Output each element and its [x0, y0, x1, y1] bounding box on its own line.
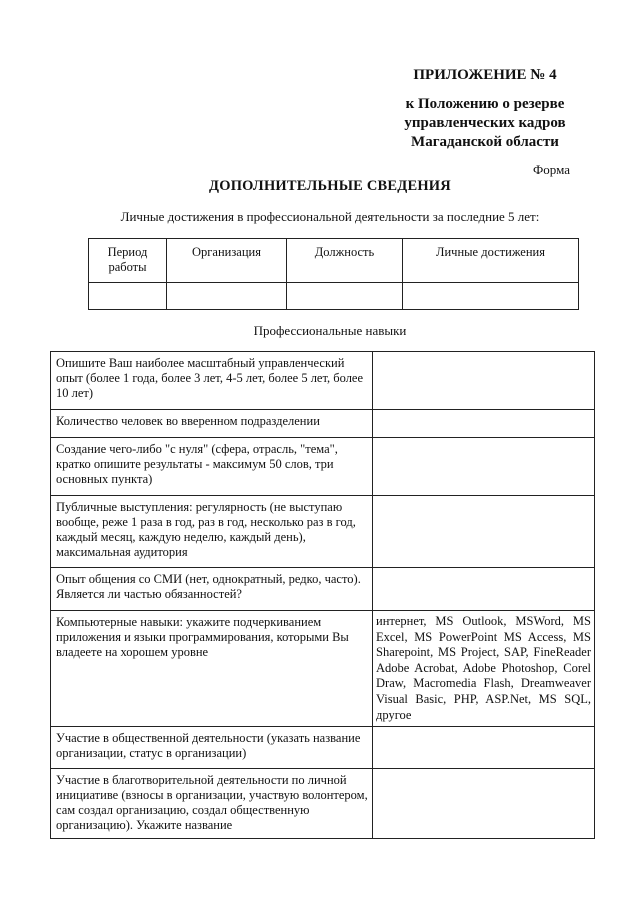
answer-cell[interactable] — [373, 410, 595, 438]
skills-row-team-size — [51, 410, 595, 438]
skills-row-media-experience — [51, 568, 595, 611]
question-cell: Количество человек во вверенном подразделении — [51, 410, 373, 438]
question-cell: Опишите Ваш наиболее масштабный управленческий опыт (более 1 года, более 3 лет, 4-5 лет, более 5 лет, более 10 лет) — [51, 352, 373, 410]
period-cell[interactable] — [89, 283, 167, 310]
achievements-header-row — [89, 239, 579, 283]
question-cell: Участие в общественной деятельности (указать название организации, статус в организации) — [51, 727, 373, 769]
skills-table — [50, 351, 595, 839]
question-cell: Компьютерные навыки: укажите подчеркиванием приложения и языки программирования, которыми Вы владеете на хорошем уровне — [51, 611, 373, 727]
appendix-number: ПРИЛОЖЕНИЕ № 4 — [413, 67, 557, 83]
appendix-line-2: управленческих кадров — [404, 115, 566, 131]
question-cell: Участие в благотворительной деятельности по личной инициативе (взносы в организации, участвую волонтером, сам создал организацию, создал общественную организацию). Укажите название — [51, 769, 373, 839]
answer-cell[interactable]: интернет, MS Outlook, MSWord, MS Excel, MS PowerPoint MS Access, MS Sharepoint, MS Project, SAP, FineReader Adobe Acrobat, Adobe Photoshop, Corel Draw, Macromedia Flash, Dreamweaver Visual Basic, PHP, ASP.Net, MS SQL, другое — [373, 611, 595, 727]
achievements-table — [88, 238, 579, 310]
question-cell: Публичные выступления: регулярность (не выступаю вообще, реже 1 раза в год, раз в год, несколько раз в год, каждый месяц, каждую неделю, каждый день), максимальная аудитория — [51, 496, 373, 568]
skills-row-public-activity — [51, 727, 595, 769]
organization-cell[interactable] — [167, 283, 287, 310]
appendix-header — [380, 66, 590, 152]
column-header-organization: Организация — [167, 239, 287, 283]
skills-row-from-scratch — [51, 438, 595, 496]
answer-cell[interactable] — [373, 769, 595, 839]
question-cell: Создание чего-либо "с нуля" (сфера, отрасль, "тема", кратко опишите результаты - максимум 50 слов, три основных пункта) — [51, 438, 373, 496]
skills-row-charity — [51, 769, 595, 839]
column-header-period: Период работы — [89, 239, 167, 283]
achievements-cell[interactable] — [403, 283, 579, 310]
answer-cell[interactable] — [373, 568, 595, 611]
appendix-line-3: Магаданской области — [411, 134, 559, 150]
achievements-caption: Личные достижения в профессиональной деятельности за последние 5 лет: — [120, 209, 540, 224]
question-cell: Опыт общения со СМИ (нет, однократный, редко, часто). Является ли частью обязанностей? — [51, 568, 373, 611]
achievements-empty-row — [89, 283, 579, 310]
position-cell[interactable] — [287, 283, 403, 310]
answer-cell[interactable] — [373, 438, 595, 496]
skills-row-computer-skills — [51, 611, 595, 727]
document-title: ДОПОЛНИТЕЛЬНЫЕ СВЕДЕНИЯ — [209, 178, 451, 194]
skills-row-public-speaking — [51, 496, 595, 568]
form-label: Форма — [533, 162, 570, 177]
column-header-achievements: Личные достижения — [403, 239, 579, 283]
answer-cell[interactable] — [373, 727, 595, 769]
answer-cell[interactable] — [373, 352, 595, 410]
answer-cell[interactable] — [373, 496, 595, 568]
appendix-line-1: к Положению о резерве — [405, 96, 565, 112]
column-header-position: Должность — [287, 239, 403, 283]
skills-caption: Профессиональные навыки — [253, 323, 407, 338]
skills-row-management-experience — [51, 352, 595, 410]
